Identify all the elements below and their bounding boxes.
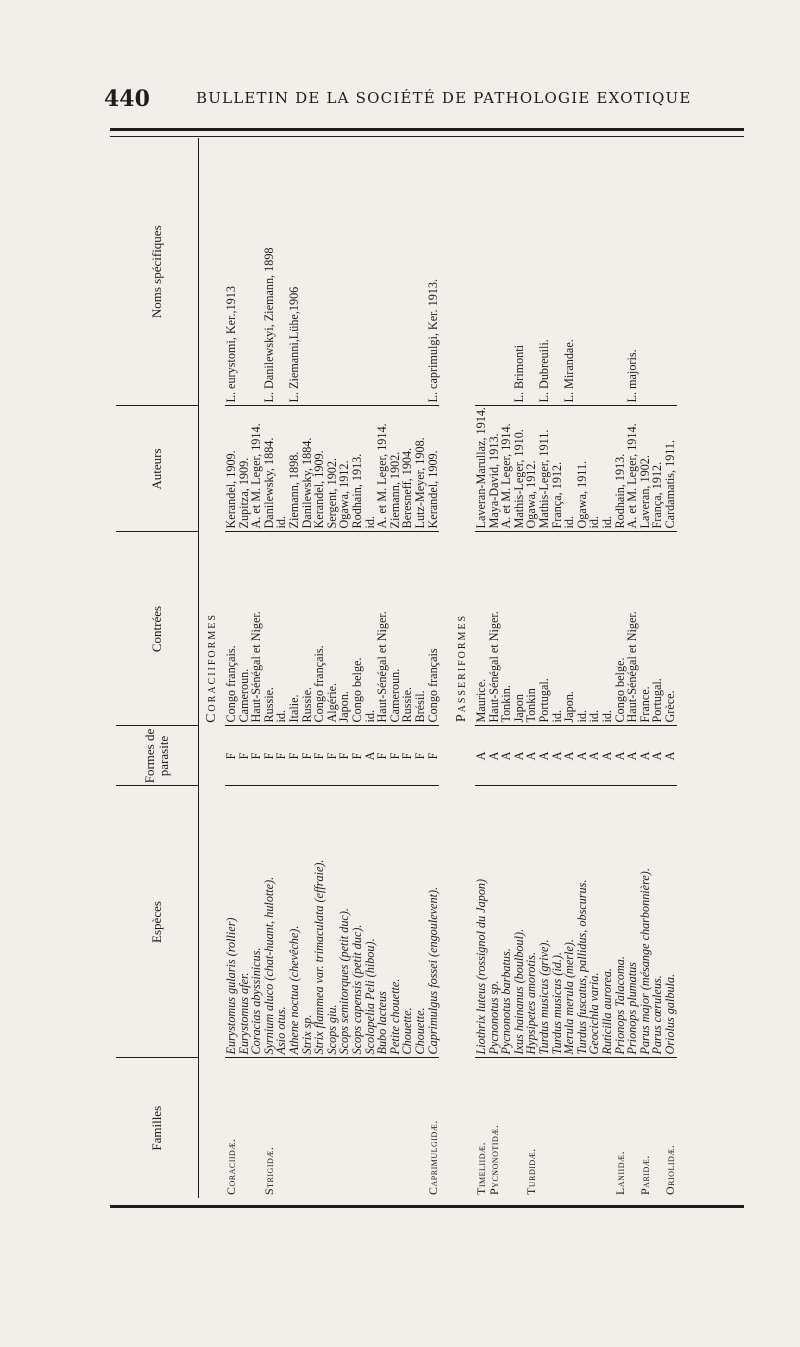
author-cell: id.	[563, 406, 576, 532]
family-cell	[563, 1058, 576, 1198]
species-cell: Strix sp.	[301, 786, 314, 1058]
country-cell: Congo belge.	[614, 532, 627, 726]
family-cell	[576, 1058, 589, 1198]
species-cell: Chouette.	[401, 786, 414, 1058]
country-cell: France.	[639, 532, 652, 726]
header-auteurs: Auteurs	[116, 406, 199, 532]
specific-name-cell: L. Mirandae.	[563, 138, 576, 406]
species-cell: Pycnonotus barbatus.	[500, 786, 513, 1058]
author-cell: id.	[588, 406, 601, 532]
section-title-row	[199, 138, 226, 1198]
specific-name-cell	[639, 138, 652, 406]
country-cell: Congo français.	[225, 532, 238, 726]
country-cell: Japon.	[338, 532, 351, 726]
table-header-row	[116, 138, 199, 1198]
table-bottom-rule	[110, 1205, 744, 1208]
author-cell: Sergent, 1902.	[326, 406, 339, 532]
country-cell: Portugal.	[651, 532, 664, 726]
species-cell: Turdus musicus (grive).	[538, 786, 551, 1058]
table-row	[664, 138, 677, 1198]
species-cell: Eurystomus gularis (rollier)	[225, 786, 238, 1058]
specific-name-cell	[664, 138, 677, 406]
table-top-rule-thin	[110, 136, 744, 137]
form-cell: F	[313, 726, 326, 786]
table-row	[538, 138, 551, 1198]
section-title: Coraciiformes	[203, 613, 219, 723]
family-cell	[414, 1058, 427, 1198]
species-cell: Chouette.	[414, 786, 427, 1058]
author-cell: A. et M. Leger, 1914.	[250, 406, 263, 532]
country-cell: Tonkin	[525, 532, 538, 726]
family-cell: Strigidæ.	[261, 1146, 276, 1195]
form-cell: A	[639, 726, 652, 786]
species-cell: Scops giu.	[326, 786, 339, 1058]
form-cell: A	[525, 726, 538, 786]
form-cell: F	[414, 726, 427, 786]
country-cell: id.	[551, 532, 564, 726]
specific-name-cell	[338, 138, 351, 406]
species-cell: Merula merula (merle).	[563, 786, 576, 1058]
author-cell: França, 1912.	[651, 406, 664, 532]
specific-name-cell	[326, 138, 339, 406]
form-cell: A	[364, 726, 377, 786]
form-cell: A	[588, 726, 601, 786]
family-cell	[500, 1058, 513, 1198]
country-cell: Haut-Sénégal et Niger.	[488, 532, 501, 726]
species-cell: Petite chouette.	[389, 786, 402, 1058]
form-cell: F	[275, 726, 288, 786]
form-cell: F	[263, 726, 276, 786]
specific-name-cell	[576, 138, 589, 406]
table-row	[414, 138, 427, 1198]
specific-name-cell: L. Ziemanni,Lühe,1906	[288, 138, 301, 406]
author-cell: Ogawa, 1911.	[576, 406, 589, 532]
author-cell: Mathis-Leger, 1910.	[513, 406, 526, 532]
country-cell: id.	[364, 532, 377, 726]
gap-cell	[439, 138, 449, 1198]
author-cell: Maya-David, 1913.	[488, 406, 501, 532]
author-cell: A. et M. Leger, 1914.	[626, 406, 639, 532]
country-cell: Portugal.	[538, 532, 551, 726]
country-cell: Algérie.	[326, 532, 339, 726]
author-cell: Zupitza, 1909.	[238, 406, 251, 532]
form-cell: F	[250, 726, 263, 786]
author-cell: Laveran, 1902.	[639, 406, 652, 532]
table-row	[351, 138, 364, 1198]
author-cell: Rodhain, 1913.	[614, 406, 627, 532]
table-row	[376, 138, 389, 1198]
country-cell: Congo français.	[313, 532, 326, 726]
family-cell	[401, 1058, 414, 1198]
author-cell: Mathis-Leger, 1911.	[538, 406, 551, 532]
family-cell: Paridæ.	[637, 1155, 652, 1195]
author-cell: Ogawa, 1912.	[525, 406, 538, 532]
family-cell	[238, 1058, 251, 1198]
form-cell: F	[376, 726, 389, 786]
form-cell: A	[651, 726, 664, 786]
author-cell: Kerandel, 1909.	[313, 406, 326, 532]
family-cell: Timeliidæ.	[474, 1141, 489, 1195]
family-cell	[551, 1058, 564, 1198]
form-cell: F	[326, 726, 339, 786]
table-row	[626, 138, 639, 1198]
species-cell: Scolopelia Peli (hibou).	[364, 786, 377, 1058]
country-cell: id.	[275, 532, 288, 726]
family-cell	[288, 1058, 301, 1198]
species-cell: Caprimulgus fossei (engoulevent).	[427, 786, 440, 1058]
specific-name-cell: L. Brimonti	[513, 138, 526, 406]
species-cell: Turdus musicus (id.).	[551, 786, 564, 1058]
table-top-rule	[110, 128, 744, 131]
species-cell: Ixus hainanus (boulboul).	[513, 786, 526, 1058]
table-row	[313, 138, 326, 1198]
species-cell: Ruticilla aurorea.	[601, 786, 614, 1058]
author-cell: Rodhain, 1913.	[351, 406, 364, 532]
species-cell: Prionops Talacoma.	[614, 786, 627, 1058]
author-cell: França, 1912.	[551, 406, 564, 532]
form-cell: F	[288, 726, 301, 786]
author-cell: Danilewsky, 1884.	[263, 406, 276, 532]
form-cell: A	[551, 726, 564, 786]
country-cell: Grèce.	[664, 532, 677, 726]
table-body	[199, 138, 677, 1198]
species-cell: Hypsipetes amorotis.	[525, 786, 538, 1058]
specific-name-cell: L. eurystomi, Ker.,1913	[225, 138, 238, 406]
form-cell: A	[475, 726, 488, 786]
family-cell	[626, 1058, 639, 1198]
family-cell	[338, 1058, 351, 1198]
author-cell: Ziemann, 1902.	[389, 406, 402, 532]
family-cell	[250, 1058, 263, 1198]
author-cell: A. et M. Leger, 1914.	[500, 406, 513, 532]
header-formes: Formes de parasite	[116, 726, 199, 786]
species-cell: Eurystomus afer.	[238, 786, 251, 1058]
country-cell: Japon.	[563, 532, 576, 726]
specific-name-cell	[500, 138, 513, 406]
species-cell: Scops semitorques (petit duc).	[338, 786, 351, 1058]
family-cell: Caprimulgidæ.	[425, 1120, 440, 1195]
specific-name-cell	[364, 138, 377, 406]
country-cell: id.	[576, 532, 589, 726]
country-cell: id.	[601, 532, 614, 726]
specific-name-cell	[601, 138, 614, 406]
family-cell	[601, 1058, 614, 1198]
family-cell: Coraciidæ.	[224, 1138, 238, 1195]
family-cell	[351, 1058, 364, 1198]
specific-name-cell	[376, 138, 389, 406]
country-cell: Haut-Sénégal et Niger.	[376, 532, 389, 726]
author-cell: id.	[601, 406, 614, 532]
form-cell: A	[614, 726, 627, 786]
specific-name-cell	[475, 138, 488, 406]
country-cell: Congo belge.	[351, 532, 364, 726]
family-cell	[326, 1058, 339, 1198]
form-cell: F	[301, 726, 314, 786]
form-cell: F	[427, 726, 440, 786]
section-title: Passeriformes	[453, 613, 469, 723]
species-cell: Scops capensis (petit duc).	[351, 786, 364, 1058]
specific-name-cell	[389, 138, 402, 406]
table-row	[500, 138, 513, 1198]
specific-name-cell: L. Danilewskyi, Ziemann, 1898	[263, 138, 276, 406]
country-cell: Maurice.	[475, 532, 488, 726]
family-cell	[313, 1058, 326, 1198]
form-cell: F	[238, 726, 251, 786]
family-cell: Laniidæ.	[612, 1150, 627, 1195]
family-cell: Oriolidæ.	[663, 1144, 677, 1195]
running-head-text: BULLETIN DE LA SOCIÉTÉ DE PATHOLOGIE EXOTIQUE	[196, 89, 692, 107]
species-cell: Parus major (mésange charbonnière).	[639, 786, 652, 1058]
form-cell: A	[538, 726, 551, 786]
specific-name-cell	[313, 138, 326, 406]
form-cell: A	[664, 726, 677, 786]
species-cell: Parus cœruleus.	[651, 786, 664, 1058]
author-cell: Ziemann, 1898.	[288, 406, 301, 532]
table-row	[427, 138, 440, 1198]
species-cell: Geocichla varia.	[588, 786, 601, 1058]
country-cell: Italie.	[288, 532, 301, 726]
form-cell: F	[338, 726, 351, 786]
species-cell: Strix flammea var. trimaculata (effraie).	[313, 786, 326, 1058]
form-cell: F	[389, 726, 402, 786]
species-cell: Athene noctua (chevêche).	[288, 786, 301, 1058]
family-cell	[275, 1058, 288, 1198]
specific-name-cell: L. caprimulgi, Ker. 1913.	[427, 138, 440, 406]
author-cell: A. et M. Leger, 1914.	[376, 406, 389, 532]
country-cell: Russie.	[263, 532, 276, 726]
specific-name-cell	[351, 138, 364, 406]
family-cell	[301, 1058, 314, 1198]
section-title-row	[449, 138, 475, 1198]
specific-name-cell	[488, 138, 501, 406]
rotated-table-wrapper	[116, 138, 746, 1198]
running-head	[196, 84, 692, 108]
table-row	[288, 138, 301, 1198]
specific-name-cell	[238, 138, 251, 406]
species-cell: Pycnonotus sp.	[488, 786, 501, 1058]
author-cell: id.	[275, 406, 288, 532]
specific-name-cell	[401, 138, 414, 406]
page-number: 440	[104, 86, 150, 112]
author-cell: Laveran-Marullaz, 1914.	[475, 406, 488, 532]
author-cell: Beresneff, 1904.	[401, 406, 414, 532]
author-cell: Danilewsky, 1884.	[301, 406, 314, 532]
specific-name-cell	[588, 138, 601, 406]
author-cell: Lutz-Meyer, 1908.	[414, 406, 427, 532]
family-cell	[588, 1058, 601, 1198]
family-cell: Pycnonotidæ.	[486, 1124, 501, 1195]
family-cell	[376, 1058, 389, 1198]
country-cell: Haut-Sénégal et Niger.	[626, 532, 639, 726]
specific-name-cell	[414, 138, 427, 406]
header-familles: Familles	[116, 1058, 199, 1198]
species-cell: Bubo lacteus	[376, 786, 389, 1058]
species-cell: Coracias abyssinicus.	[250, 786, 263, 1058]
table-row	[225, 138, 238, 1198]
species-cell: Syrnium aluco (chat-huant, hulotte).	[263, 786, 276, 1058]
form-cell: A	[500, 726, 513, 786]
table-row	[250, 138, 263, 1198]
form-cell: A	[626, 726, 639, 786]
family-cell	[389, 1058, 402, 1198]
table-row	[601, 138, 614, 1198]
country-cell: Japon	[513, 532, 526, 726]
header-contrees: Contrées	[116, 532, 199, 726]
form-cell: A	[576, 726, 589, 786]
family-cell	[364, 1058, 377, 1198]
country-cell: Tonkin.	[500, 532, 513, 726]
country-cell: Russie.	[401, 532, 414, 726]
author-cell: Kerandel, 1909.	[427, 406, 440, 532]
country-cell: Congo français	[427, 532, 440, 726]
family-cell	[538, 1058, 551, 1198]
author-cell: Kerandel, 1909.	[225, 406, 238, 532]
species-cell: Liothrix luteus (rossignol du Japon)	[475, 786, 488, 1058]
form-cell: A	[563, 726, 576, 786]
form-cell: A	[513, 726, 526, 786]
section-gap	[439, 138, 449, 1198]
species-cell: Turdus fuscatus, pallidus, obscurus.	[576, 786, 589, 1058]
species-cell: Asio otus.	[275, 786, 288, 1058]
species-cell: Prionops plumatus	[626, 786, 639, 1058]
country-cell: Cameroun.	[238, 532, 251, 726]
header-especes: Espèces	[116, 786, 199, 1058]
country-cell: Brésil.	[414, 532, 427, 726]
specific-name-cell	[651, 138, 664, 406]
species-cell: Oriolus galbula.	[664, 786, 677, 1058]
country-cell: Cameroun.	[389, 532, 402, 726]
form-cell: F	[351, 726, 364, 786]
form-cell: A	[601, 726, 614, 786]
specific-name-cell: L. Dubreuili.	[538, 138, 551, 406]
country-cell: Russie.	[301, 532, 314, 726]
author-cell: Ogawa, 1912.	[338, 406, 351, 532]
form-cell: F	[401, 726, 414, 786]
author-cell: id.	[364, 406, 377, 532]
table-row	[563, 138, 576, 1198]
form-cell: A	[488, 726, 501, 786]
author-cell: Cardamatis, 1911.	[664, 406, 677, 532]
table-row	[475, 138, 488, 1198]
form-cell: F	[225, 726, 238, 786]
country-cell: id.	[588, 532, 601, 726]
specific-name-cell: L. majoris.	[626, 138, 639, 406]
specific-name-cell	[250, 138, 263, 406]
country-cell: Haut-Sénégal et Niger.	[250, 532, 263, 726]
family-cell: Turdidæ.	[524, 1148, 539, 1195]
parasite-table	[116, 138, 677, 1198]
specific-name-cell	[301, 138, 314, 406]
header-noms: Noms spécifiques	[116, 138, 199, 406]
